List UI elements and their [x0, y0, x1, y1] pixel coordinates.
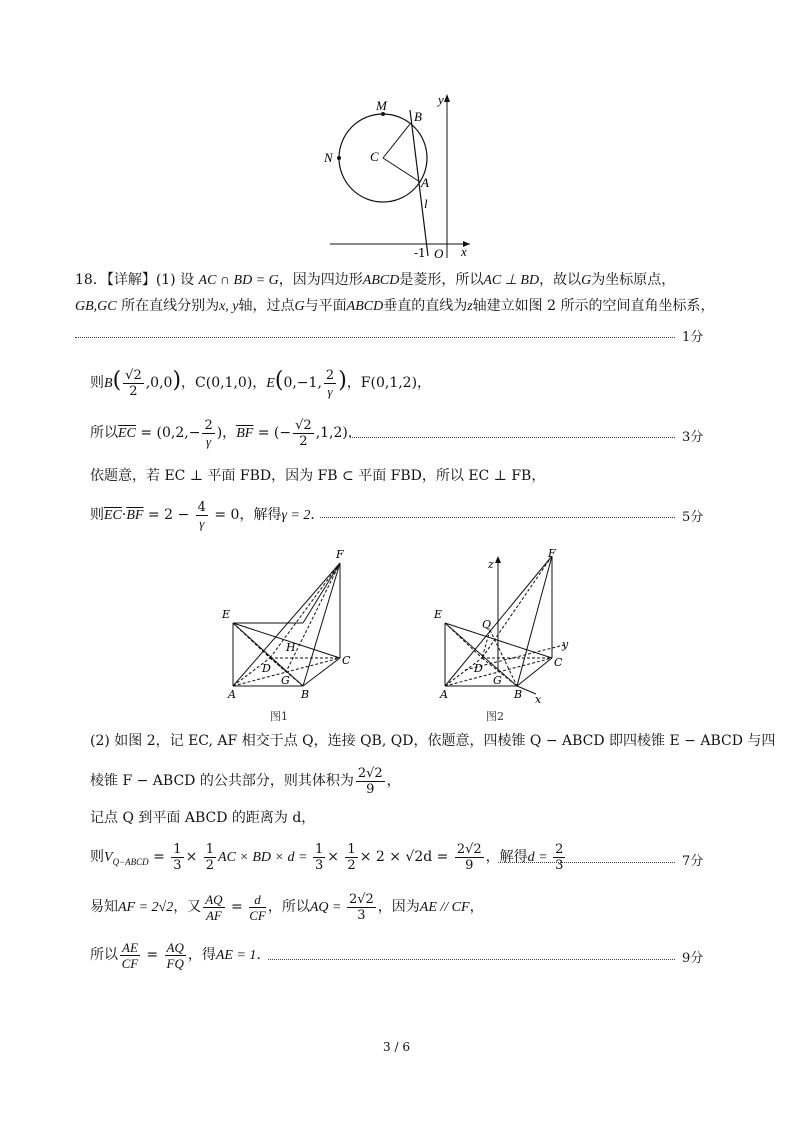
text: × 2 × √2d = — [359, 849, 453, 865]
text: AC × BD × d = — [218, 850, 311, 865]
num: 1 — [173, 841, 182, 857]
text: GB,GC — [75, 299, 117, 314]
label-z: z — [488, 558, 494, 571]
text: γ = 2 — [281, 508, 311, 523]
part2-line3: 记点 Q 到平面 ABCD 的距离为 d， — [90, 810, 316, 826]
text: × — [327, 849, 344, 865]
text: 则 — [90, 507, 104, 523]
score-1: 1分 — [682, 330, 704, 345]
s18-line3: 则B( $\frac{√2}{2}$ ,0,0)，C(0,1,0)，E(0,−1, $\frac{2}{\gamma}$ )，F(0,1,2)， — [90, 367, 432, 399]
leader-dots-2 — [350, 437, 675, 438]
label-h: H — [286, 641, 296, 654]
label-x: x — [535, 693, 542, 706]
subscript: Q−ABCD — [112, 856, 149, 867]
part2-line1: (2) 如图 2，记 EC, AF 相交于点 Q，连接 QB, QD，依题意，四棱锥 Q − ABCD 即四棱锥 E − ABCD 与四 — [90, 733, 776, 749]
frac-1-3 — [171, 842, 183, 873]
score-5: 9分 — [682, 951, 704, 966]
text: ，得 — [187, 947, 216, 963]
den: 2 — [347, 857, 356, 873]
paren: ( — [274, 368, 284, 393]
den: AF — [205, 907, 222, 923]
score-4: 7分 — [682, 854, 704, 869]
vector-ec: $\overline{EC}$ — [118, 426, 136, 441]
text: ，解得 — [485, 849, 528, 865]
text: ． — [310, 507, 325, 523]
den: CF — [249, 907, 266, 923]
page-number: 3 / 6 — [383, 1040, 410, 1054]
frac-d-cf — [249, 892, 266, 923]
s18-line2 — [75, 296, 713, 317]
num: AQ — [205, 891, 223, 907]
text: ，因为四边形 — [278, 272, 363, 288]
text: V — [104, 850, 113, 865]
text: 0,0 — [150, 375, 173, 391]
label-c: C — [370, 149, 379, 164]
text: 垂直的直线为 — [383, 298, 468, 314]
text: 轴建立如图 2 所示的空间直角坐标系， — [472, 298, 715, 314]
label-e: E — [434, 608, 443, 621]
text: ， — [386, 773, 401, 789]
den: 3 — [314, 857, 324, 873]
point-n — [337, 156, 341, 160]
text: ，又 — [173, 899, 202, 915]
part2-line5 — [90, 890, 713, 925]
num: 4 — [197, 499, 206, 515]
frac-2-3 — [553, 842, 565, 873]
text: )， — [216, 425, 237, 441]
den: γ — [327, 383, 333, 399]
num: 2 — [204, 417, 213, 433]
text: × — [185, 849, 202, 865]
frac-1-2 — [345, 842, 357, 873]
frac-4-gamma — [196, 500, 208, 531]
leader-dots-4 — [498, 862, 675, 863]
label-q: Q — [482, 618, 492, 631]
s18-line6 — [90, 498, 713, 533]
den: FQ — [166, 955, 184, 971]
den: CF — [121, 955, 139, 971]
num: √2 — [295, 417, 312, 433]
label-b: B — [301, 688, 310, 701]
frac-2-gamma — [324, 368, 336, 399]
frac-aq-fq — [165, 940, 186, 971]
text: ，C(0,1,0)， — [181, 375, 267, 391]
label-g: G — [493, 674, 502, 687]
text: 轴，过点 — [238, 298, 295, 314]
label-neg1: -1 — [414, 246, 426, 260]
text: = 2 − — [143, 507, 194, 523]
paren: ) — [172, 368, 182, 393]
label-b: B — [514, 688, 523, 701]
text: = 0，解得 — [209, 507, 282, 523]
text: ABCD — [362, 273, 400, 288]
frac-volume — [356, 766, 385, 797]
frac-aq-af — [203, 892, 224, 923]
den: 2 — [205, 857, 215, 873]
frac-2sqrt2-3 — [347, 892, 376, 923]
text: AE = 1 — [215, 948, 257, 963]
text: ，F(0,1,2)， — [346, 375, 432, 391]
vector-bf: $\overline{BF}$ — [236, 426, 254, 441]
leader-dots-3 — [320, 517, 675, 518]
num: AQ — [166, 939, 184, 955]
part2-line2 — [90, 764, 713, 798]
text: AQ = — [309, 900, 345, 915]
s18-line1 — [75, 270, 713, 291]
segment-cb — [383, 124, 410, 158]
text: · — [121, 507, 127, 523]
leader-dots-5 — [268, 959, 675, 960]
num: 2√2 — [456, 841, 482, 857]
label-m: M — [376, 98, 387, 113]
text: 18．【详解】(1) 设 — [75, 272, 199, 288]
den: γ — [206, 433, 212, 449]
text: ，因为 — [377, 899, 420, 915]
den: γ — [199, 515, 205, 531]
label-y: y — [438, 92, 444, 107]
part2-line6 — [90, 938, 713, 973]
text: AC ⊥ BD — [483, 273, 540, 288]
text: ，故以 — [539, 272, 582, 288]
score-3: 5分 — [682, 510, 704, 525]
num: 1 — [347, 841, 356, 857]
text: 为坐标原点， — [591, 272, 676, 288]
y-axis-arrow — [444, 94, 450, 102]
s18-line5: 依题意，若 EC ⊥ 平面 FBD，因为 FB ⊂ 平面 FBD，所以 EC ⊥ FB， — [90, 468, 546, 484]
frac-ae-cf — [120, 940, 140, 971]
frac-volume — [455, 842, 484, 873]
label-c: C — [342, 654, 351, 667]
label-a: A — [228, 688, 236, 701]
text: AC ∩ BD = G — [198, 273, 279, 288]
text: E — [266, 376, 275, 391]
circle-coordinate-figure — [320, 88, 480, 263]
num: 2√2 — [357, 765, 383, 781]
num: 2 — [325, 367, 335, 383]
label-d: D — [262, 662, 271, 675]
text: 所以 — [90, 425, 118, 441]
text: AE // CF — [419, 900, 470, 915]
paren: ( — [112, 368, 122, 393]
label-f: F — [336, 548, 344, 561]
num: d — [249, 892, 266, 908]
num: 1 — [314, 841, 324, 857]
text: ABCD — [346, 299, 384, 314]
text: 则 — [90, 849, 104, 865]
frac-2-gamma — [202, 418, 214, 449]
text: ，所以 — [267, 899, 310, 915]
label-o: O — [434, 246, 444, 261]
num: AE — [122, 939, 138, 955]
label-c: C — [554, 656, 563, 669]
figure-1-caption: 图1 — [270, 710, 288, 723]
s18-line4 — [90, 416, 713, 451]
text: G — [581, 273, 592, 288]
part2-line4 — [90, 840, 713, 879]
text: G — [294, 299, 305, 314]
den: 9 — [465, 857, 474, 873]
label-y: y — [562, 638, 569, 651]
text: 所以 — [90, 947, 118, 963]
label-l: l — [424, 196, 428, 211]
num: 1 — [205, 841, 215, 857]
text: = — [141, 947, 163, 963]
frac-1-3 — [313, 842, 325, 873]
label-a: A — [440, 688, 448, 701]
vector-bf: $\overline{BF}$ — [126, 508, 144, 523]
segment-ca — [383, 158, 420, 182]
text: = (− — [253, 425, 292, 441]
den: 2 — [299, 433, 308, 449]
figure-2-pyramid — [430, 548, 580, 708]
text: = — [226, 899, 248, 915]
text: d = — [527, 850, 552, 865]
frac-sqrt2-2 — [123, 368, 144, 399]
text: 所在直线分别为 — [116, 298, 220, 314]
text: = — [148, 849, 170, 865]
vector-ec: $\overline{EC}$ — [104, 508, 122, 523]
den: 3 — [173, 857, 182, 873]
text: B — [104, 376, 113, 391]
frac-1-2 — [204, 842, 216, 873]
leader-dots-1 — [75, 337, 675, 338]
num: √2 — [125, 367, 142, 383]
text: z — [467, 299, 473, 314]
label-e: E — [222, 608, 231, 621]
den: 3 — [357, 907, 366, 923]
label-b: B — [414, 109, 422, 124]
paren: ) — [338, 368, 347, 393]
text: 是菱形，所以 — [399, 272, 484, 288]
text: 与平面 — [304, 298, 347, 314]
score-2: 3分 — [682, 430, 704, 445]
text: 0,−1, — [283, 375, 322, 391]
label-a: A — [421, 175, 429, 190]
text: ， — [469, 899, 484, 915]
label-d: D — [474, 662, 483, 675]
text: AF = 2√2 — [118, 900, 174, 915]
label-f: F — [548, 548, 556, 560]
text: x, y — [219, 299, 239, 314]
den: 9 — [366, 781, 375, 797]
label-n: N — [324, 150, 333, 165]
text: 易知 — [90, 899, 118, 915]
num: 2 — [555, 841, 564, 857]
text: = (0,2,− — [135, 425, 201, 441]
den: 3 — [555, 857, 564, 873]
label-x: x — [461, 244, 467, 259]
text: ,1,2)． — [315, 425, 362, 441]
figure-1-pyramid — [218, 548, 358, 708]
num: 2√2 — [348, 891, 374, 907]
den: 2 — [129, 383, 138, 399]
text: 则 — [90, 375, 104, 391]
figure-2-caption: 图2 — [486, 710, 504, 723]
text: 棱锥 F − ABCD 的公共部分，则其体积为 — [90, 773, 354, 789]
frac-sqrt2-2 — [293, 418, 314, 449]
text: ． — [256, 947, 271, 963]
label-g: G — [281, 674, 290, 687]
